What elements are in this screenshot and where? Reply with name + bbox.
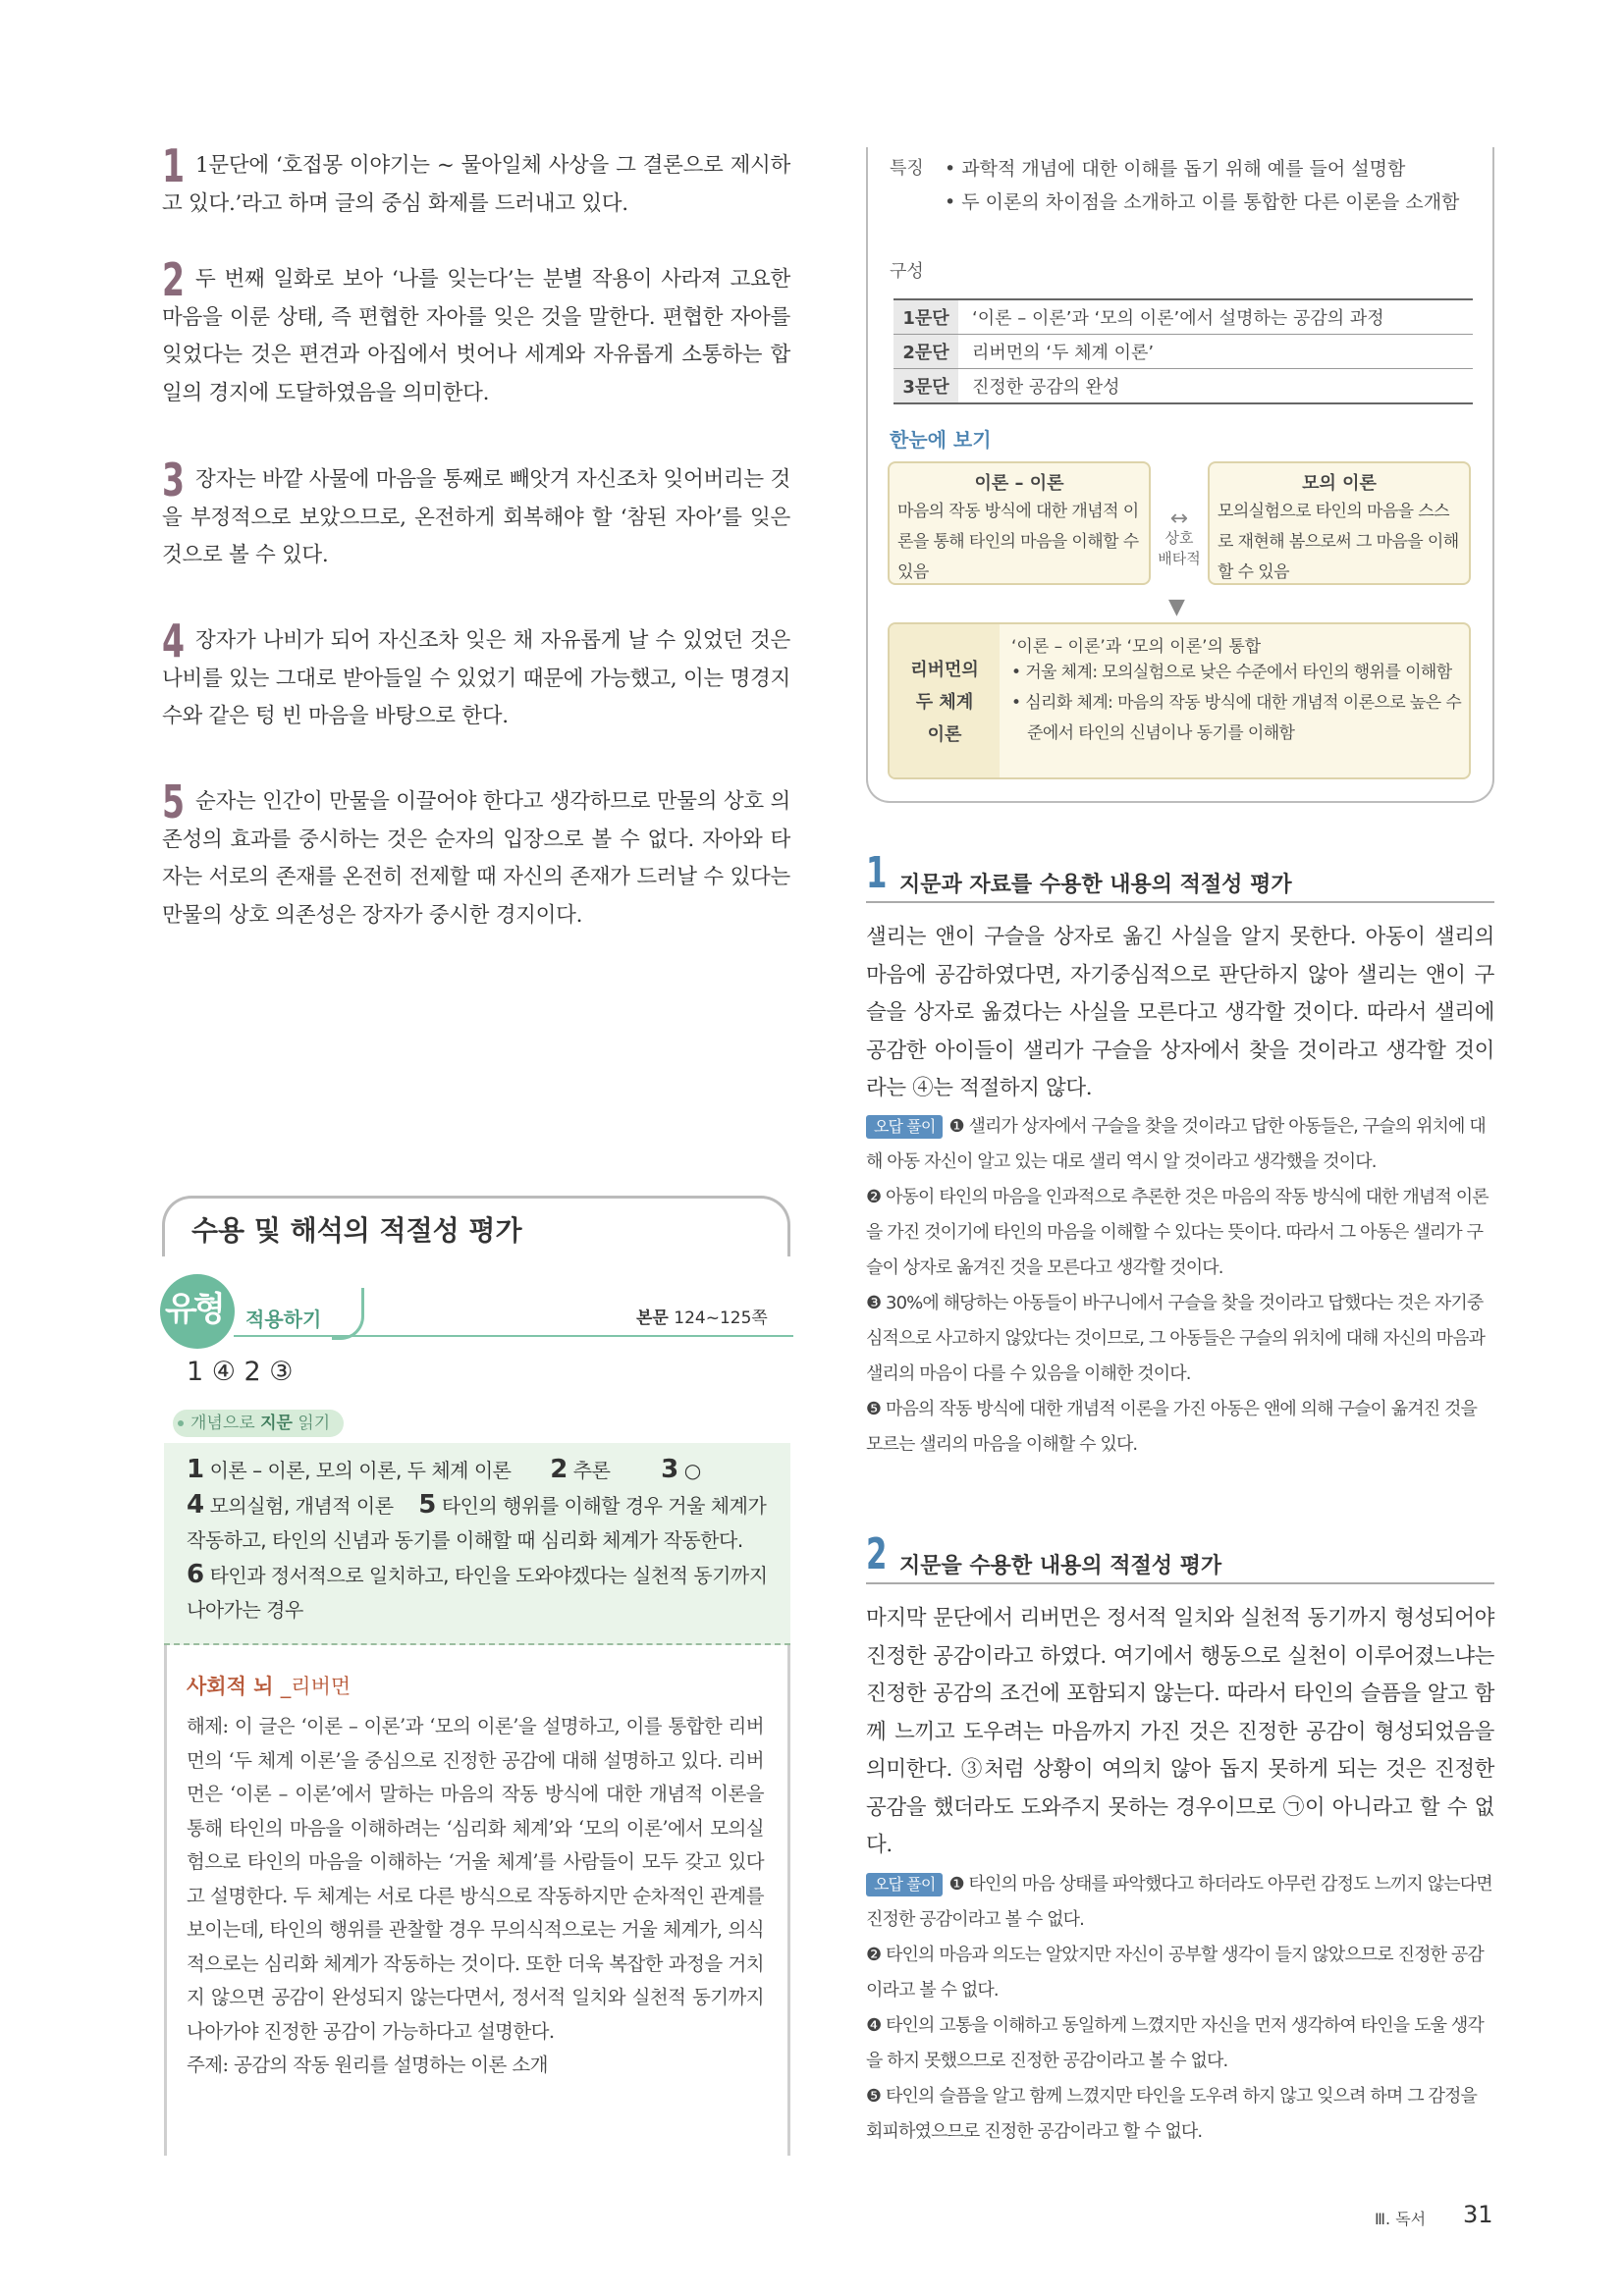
- footer-section: Ⅲ. 독서: [1375, 2210, 1427, 2228]
- mutually-exclusive: [1155, 507, 1204, 569]
- paragraph-summary: 리버먼의 ‘두 체계 이론’: [958, 335, 1473, 369]
- concept-num: 2: [550, 1455, 568, 1484]
- answer-text: 순자는 인간이 만물을 이끌어야 한다고 생각하므로 만물의 상호 의존성의 효과를 중시하는 것은 순자의 입장으로 볼 수 없다. 자아와 타자는 서로의 존재를 온전히 전제할 때 자신의 존재가 드러날 수 있다는 만물의 상호 의존성은 장자가 중시한 경지이다.: [162, 789, 790, 928]
- feature-item: • 과학적 개념에 대한 이해를 돕기 위해 예를 들어 설명함: [945, 158, 1406, 180]
- theory-description: 모의실험으로 타인의 마음을 스스로 재현해 봄으로써 그 마음을 이해할 수 있음: [1218, 502, 1459, 582]
- theory-theory-box: [888, 461, 1151, 585]
- features-list: [945, 152, 1475, 219]
- source-summary: [187, 1710, 764, 2083]
- question-2-explanation: 마지막 문단에서 리버먼은 정서적 일치와 실천적 동기까지 형성되어야 진정한 공감이라고 하였다. 여기에서 행동으로 실천이 이루어졌느냐는 진정한 공감의 조건에 포함되지 않는다. 따라서 타인의 슬픔을 알고 함께 느끼고 도우려는 마음까지 가진 것은 진정한 공감이 형성되었음을 의미한다. ③처럼 상황이 여의치 않아 돕지 못하게 되는 것은 진정한 공감을 했더라도 도와주지 못하는 경우이므로 ㉠이 아니라고 할 수 없다.: [866, 1606, 1494, 1857]
- paragraph-summary: 진정한 공감의 완성: [958, 369, 1473, 404]
- wrong-answer-item: ❶ 타인의 마음 상태를 파악했다고 하더라도 아무런 감정도 느끼지 않는다면 진정한 공감이라고 볼 수 없다.: [866, 1874, 1492, 1930]
- concept-num: 3: [661, 1455, 678, 1484]
- answer-text: 1문단에 ‘호접몽 이야기는 ~ 물아일체 사상을 그 결론으로 제시하고 있다.’라고 하며 글의 중심 화제를 드러내고 있다.: [162, 153, 790, 216]
- wrong-answer-item: ❷ 아동이 타인의 마음을 인과적으로 추론한 것은 마음의 작동 방식에 대한 개념적 이론을 가진 것이기에 타인의 마음을 이해할 수 있다는 뜻이다. 따라서 그 아동은 샐리가 구슬이 상자로 옮겨진 것을 모른다고 생각할 것이다.: [866, 1187, 1489, 1278]
- down-arrow-icon: ▼: [1168, 595, 1185, 619]
- wrong-answer-tag: 오답 풀이: [866, 1873, 943, 1896]
- structure-row: [893, 335, 1473, 369]
- concept-answer: 추론: [572, 1459, 611, 1482]
- exclusive-label: 배타적: [1158, 550, 1201, 567]
- answer-text: 장자는 바깥 사물에 마음을 통째로 빼앗겨 자신조차 잊어버리는 것을 부정적으로 보았으므로, 온전하게 회복해야 할 ‘참된 자아’를 잊은 것으로 볼 수 있다.: [162, 467, 790, 567]
- paragraph-summary: ‘이론 – 이론’과 ‘모의 이론’에서 설명하는 공감의 과정: [958, 299, 1473, 335]
- source-theme: 주제: 공감의 작동 원리를 설명하는 이론 소개: [187, 2054, 548, 2076]
- type-badge-rule: [234, 1335, 793, 1337]
- page-reference: [636, 1304, 768, 1328]
- theory-description: 마음의 작동 방식에 대한 개념적 이론을 통해 타인의 마음을 이해할 수 있음: [897, 502, 1139, 582]
- concept-num: 4: [187, 1490, 204, 1520]
- theory-title: 모의 이론: [1302, 473, 1377, 494]
- answer-explanation-4: [162, 614, 790, 736]
- integration-list: [1011, 658, 1463, 749]
- answer-explanation-1: [162, 139, 790, 223]
- question-number: 2: [866, 1529, 888, 1579]
- structure-table: [893, 298, 1473, 404]
- wrong-answer-tag: 오답 풀이: [866, 1115, 943, 1139]
- source-title: [187, 1671, 351, 1700]
- concept-num: 6: [187, 1560, 204, 1589]
- concept-answer: 타인과 정서적으로 일치하고, 타인을 도와야겠다는 실천적 동기까지 나아가는 경우: [187, 1564, 768, 1622]
- wrong-answer-item: ❹ 타인의 고통을 이해하고 동일하게 느꼈지만 자신을 먼저 생각하여 타인을 도울 생각을 하지 못했으므로 진정한 공감이라고 볼 수 없다.: [866, 2015, 1484, 2071]
- concept-tag-post: 읽기: [298, 1414, 331, 1433]
- answer-number: 1: [162, 139, 185, 192]
- question-title: 지문과 자료를 수용한 내용의 적절성 평가: [899, 873, 1292, 897]
- two-system-theory-label: [890, 624, 1000, 777]
- type-badge-label: 유형: [165, 1290, 222, 1329]
- wrong-answer-item: ❸ 30%에 해당하는 아동들이 바구니에서 구슬을 찾을 것이라고 답했다는 것은 자기중심적으로 사고하지 않았다는 것이므로, 그 아동들은 구슬의 위치에 대해 자신의 마음과 샐리의 마음이 다를 수 있음을 이해한 것이다.: [866, 1293, 1486, 1384]
- integration-item: • 거울 체계: 모의실험으로 낮은 수준에서 타인의 행위를 이해함: [1011, 663, 1452, 682]
- simulation-theory-box: [1208, 461, 1471, 585]
- page-number: 31: [1463, 2201, 1493, 2228]
- mutual-label: 상호: [1164, 529, 1194, 547]
- concept-tag-bold: 지문: [260, 1414, 293, 1433]
- question-2-wrong-answers: [866, 1867, 1494, 2150]
- answer-number: 2: [162, 253, 185, 306]
- integration-title: ‘이론 – 이론’과 ‘모의 이론’의 통합: [1011, 637, 1262, 657]
- concept-answers: [187, 1453, 776, 1628]
- source-author: _리버먼: [280, 1675, 352, 1698]
- concept-answer: 모의실험, 개념적 이론: [209, 1494, 394, 1518]
- source-title-text: 사회적 뇌: [187, 1675, 274, 1698]
- answer-text: 장자가 나비가 되어 자신조차 잊은 채 자유롭게 날 수 있었던 것은 나비를 있는 그대로 받아들일 수 있었기 때문에 가능했고, 이는 명경지수와 같은 텅 빈 마음을 바탕으로 한다.: [162, 628, 790, 728]
- type-answers: 1 ④ 2 ③: [187, 1357, 294, 1387]
- wrong-answer-item: ❺ 마음의 작동 방식에 대한 개념적 이론을 가진 아동은 앤에 의해 구슬이 옮겨진 것을 모르는 샐리의 마음을 이해할 수 있다.: [866, 1399, 1478, 1455]
- page-reference-label: 본문: [636, 1308, 669, 1328]
- wrong-answer-item: ❺ 타인의 슬픔을 알고 함께 느꼈지만 타인을 도우려 하지 않고 잊으려 하며 그 감정을 회피하였으므로 진정한 공감이라고 할 수 없다.: [866, 2086, 1478, 2142]
- integration-item: • 심리화 체계: 마음의 작동 방식에 대한 개념적 이론으로 높은 수준에서 타인의 신념이나 동기를 이해함: [1011, 693, 1462, 743]
- double-arrow-icon: ↔: [1169, 507, 1189, 531]
- concept-tag-pre: 개념으로: [190, 1414, 255, 1433]
- type-badge-divider: [332, 1288, 364, 1340]
- apply-label: 적용하기: [245, 1308, 322, 1331]
- answer-explanation-5: [162, 775, 790, 934]
- concept-num: 5: [418, 1490, 436, 1520]
- label-line: 두 체계: [915, 692, 974, 713]
- concept-answer: 타인의 행위를 이해할 경우 거울 체계가 작동하고, 타인의 신념과 동기를 이해할 때 심리화 체계가 작동한다.: [187, 1494, 767, 1552]
- wrong-answer-item: ❶ 샐리가 상자에서 구슬을 찾을 것이라고 답한 아동들은, 구슬의 위치에 대해 아동 자신이 알고 있는 대로 샐리 역시 알 것이라고 생각했을 것이다.: [866, 1116, 1486, 1172]
- answer-number: 3: [162, 454, 185, 507]
- structure-label: 구성: [890, 261, 924, 282]
- structure-row: [893, 369, 1473, 404]
- paragraph-label: 3문단: [893, 369, 958, 404]
- question-title: 지문을 수용한 내용의 적절성 평가: [899, 1554, 1222, 1578]
- answer-number: 5: [162, 775, 185, 828]
- features-label: 특징: [890, 158, 924, 179]
- source-summary-body: 해제: 이 글은 ‘이론 – 이론’과 ‘모의 이론’을 설명하고, 이를 통합한 리버먼의 ‘두 체계 이론’을 중심으로 진정한 공감에 대해 설명하고 있다. 리버먼은 ‘이론 – 이론’에서 말하는 마음의 작동 방식에 대한 개념적 이론을 통해 타인의 마음을 이해하려는 ‘심리화 체계’와 ‘모의 이론’에서 모의실험으로 타인의 마음을 이해하는 ‘거울 체계’를 사람들이 모두 갖고 있다고 설명한다. 두 체계는 서로 다른 방식으로 작동하지만 순차적인 관계를 보이는데, 타인의 행위를 관찰할 경우 무의식적으로는 거울 체계가, 의식적으로는 심리화 체계가 작동하는 것이다. 또한 더욱 복잡한 과정을 거치지 않으면 공감이 완성되지 않는다면서, 정서적 일치와 실천적 동기까지 나아가야 진정한 공감이 가능하다고 설명한다.: [187, 1715, 764, 2043]
- concept-answer: 이론 – 이론, 모의 이론, 두 체계 이론: [209, 1459, 512, 1482]
- theory-title: 이론 – 이론: [974, 473, 1064, 494]
- feature-item: • 두 이론의 차이점을 소개하고 이를 통합한 다른 이론을 소개함: [945, 191, 1460, 213]
- answer-number: 4: [162, 614, 185, 667]
- question-number: 1: [866, 848, 888, 898]
- concept-reading-tag: [173, 1410, 344, 1437]
- wrong-answer-item: ❷ 타인의 마음과 의도는 알았지만 자신이 공부할 생각이 들지 않았으므로 진정한 공감이라고 볼 수 없다.: [866, 1945, 1484, 2001]
- concept-answer: ○: [683, 1459, 701, 1482]
- structure-row: [893, 299, 1473, 335]
- answer-text: 두 번째 일화로 보아 ‘나를 잊는다’는 분별 작용이 사라져 고요한 마음을 이룬 상태, 즉 편협한 자아를 잊은 것을 말한다. 편협한 자아를 잊었다는 것은 편견과 아집에서 벗어나 세계와 자유롭게 소통하는 합일의 경지에 도달하였음을 의미한다.: [162, 267, 790, 405]
- glance-title: 한눈에 보기: [890, 428, 992, 452]
- paragraph-label: 1문단: [893, 299, 958, 335]
- paragraph-label: 2문단: [893, 335, 958, 369]
- answer-explanation-2: [162, 253, 790, 412]
- label-line: 이론: [927, 724, 962, 745]
- question-1-explanation: 샐리는 앤이 구슬을 상자로 옮긴 사실을 알지 못한다. 아동이 샐리의 마음에 공감하였다면, 자기중심적으로 판단하지 않아 샐리는 앤이 구슬을 상자로 옮겼다는 사실을 모른다고 생각할 것이다. 따라서 샐리에 공감한 아이들이 샐리가 구슬을 상자에서 찾을 것이라고 생각할 것이라는 ④는 적절하지 않다.: [866, 925, 1494, 1100]
- section-title: 수용 및 해석의 적절성 평가: [191, 1214, 522, 1247]
- label-line: 리버먼의: [910, 660, 979, 680]
- question-1-wrong-answers: [866, 1109, 1494, 1463]
- page-reference-range: 124~125쪽: [674, 1308, 768, 1328]
- answer-explanation-3: [162, 454, 790, 575]
- concept-num: 1: [187, 1455, 204, 1484]
